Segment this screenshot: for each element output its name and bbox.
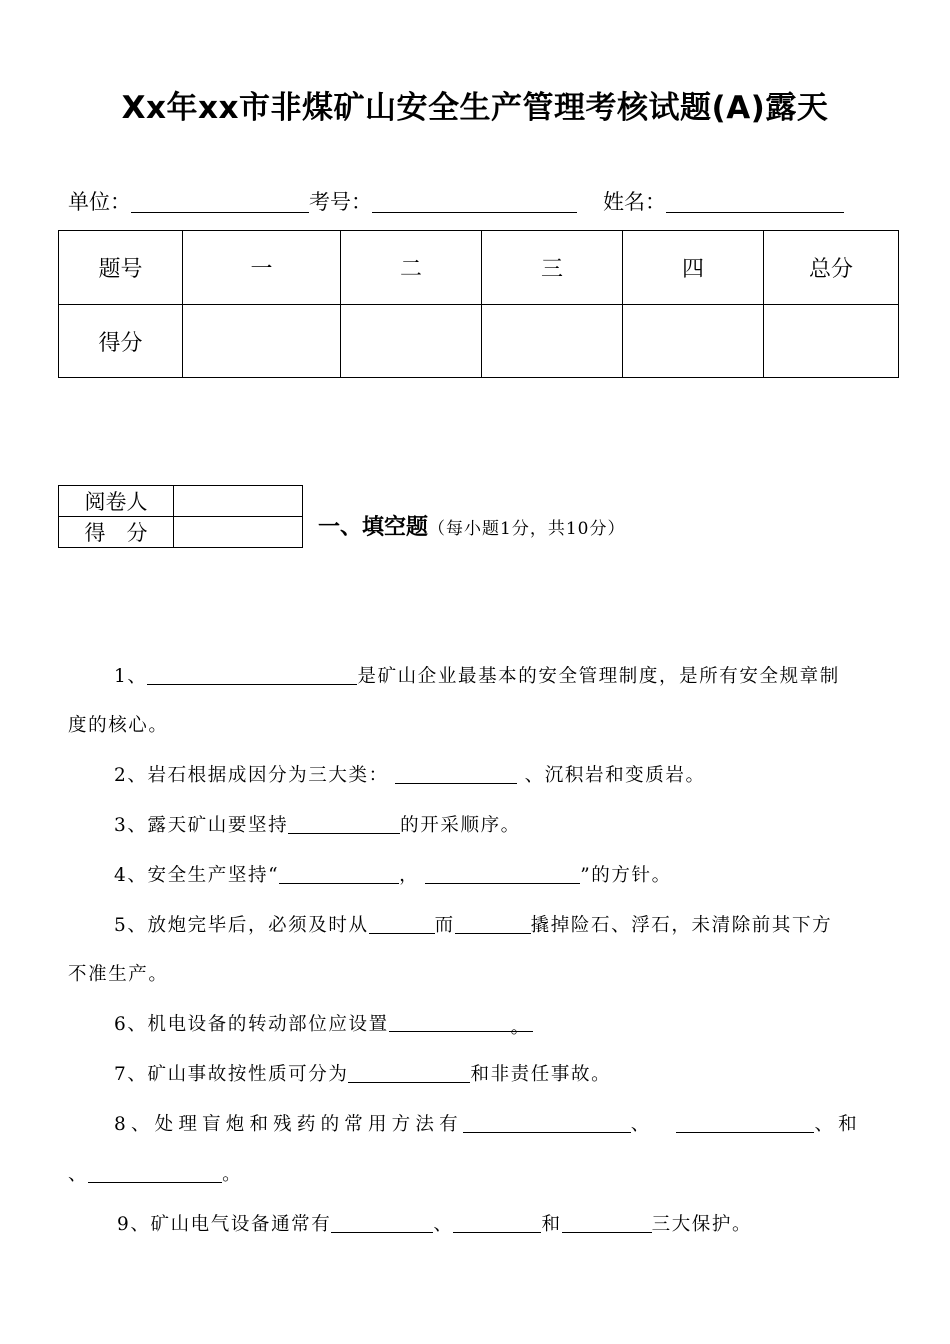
q9-blank-1[interactable] bbox=[331, 1214, 433, 1233]
q5-text: 5、放炮完毕后，必须及时从 bbox=[114, 915, 369, 936]
question-8-cont bbox=[68, 1160, 242, 1186]
question-3 bbox=[114, 811, 521, 837]
q8-text: 8、处理盲炮和残药的常用方法有 bbox=[114, 1114, 463, 1135]
score-header-row bbox=[59, 231, 899, 305]
q4-text-end: ”的方针。 bbox=[580, 865, 672, 886]
q4-blank-1[interactable] bbox=[279, 865, 399, 884]
score-table bbox=[58, 230, 899, 378]
exam-no-field[interactable] bbox=[372, 190, 577, 213]
q1-number: 1、 bbox=[114, 666, 148, 687]
header-cell-total: 总分 bbox=[764, 231, 899, 305]
q4-comma: ， bbox=[399, 865, 420, 886]
q8-period: 。 bbox=[222, 1164, 243, 1185]
q2-text-end: 、沉积岩和变质岩。 bbox=[524, 765, 706, 786]
q6-text: 6、机电设备的转动部位应设置 bbox=[114, 1014, 389, 1035]
q9-and: 和 bbox=[541, 1214, 562, 1235]
q7-blank[interactable] bbox=[348, 1064, 470, 1083]
q9-blank-2[interactable] bbox=[453, 1214, 541, 1233]
header-cell-4: 四 bbox=[623, 231, 764, 305]
section-score-field[interactable] bbox=[174, 517, 303, 548]
header-cell-1: 一 bbox=[183, 231, 341, 305]
q4-text: 4、安全生产坚持“ bbox=[114, 865, 280, 886]
score-cell-3[interactable] bbox=[482, 305, 623, 378]
q5-text-end: 撬掉险石、浮石，未清除前其下方 bbox=[530, 915, 833, 936]
q8-blank-2[interactable] bbox=[676, 1114, 814, 1133]
unit-label: 单位： bbox=[68, 190, 131, 214]
q8-sep-2: 、 bbox=[68, 1164, 89, 1185]
name-label: 姓名： bbox=[603, 190, 666, 214]
q9-text-end: 三大保护。 bbox=[651, 1214, 753, 1235]
q9-sep: 、 bbox=[433, 1214, 454, 1235]
question-5 bbox=[114, 911, 832, 937]
q7-text: 7、矿山事故按性质可分为 bbox=[114, 1064, 349, 1085]
q2-text: 2、岩石根据成因分为三大类： bbox=[114, 765, 389, 786]
question-1-cont: 度的核心。 bbox=[68, 715, 169, 736]
section-heading: 一、填空题 bbox=[318, 515, 429, 540]
score-cell-1[interactable] bbox=[183, 305, 341, 378]
q6-blank[interactable] bbox=[389, 1013, 533, 1038]
q3-text: 3、露天矿山要坚持 bbox=[114, 815, 289, 836]
q8-blank-3[interactable] bbox=[88, 1164, 222, 1183]
exam-no-label: 考号： bbox=[309, 190, 372, 214]
question-4 bbox=[114, 861, 672, 887]
header-cell-3: 三 bbox=[482, 231, 623, 305]
question-9 bbox=[117, 1210, 752, 1236]
score-row bbox=[59, 305, 899, 378]
score-cell-total[interactable] bbox=[764, 305, 899, 378]
question-8 bbox=[114, 1110, 862, 1136]
info-line bbox=[68, 186, 844, 216]
page-title: Xx年xx市非煤矿山安全生产管理考核试题(A)露天 bbox=[121, 90, 829, 126]
q8-sep-1: 、 bbox=[630, 1114, 655, 1135]
reviewer-field[interactable] bbox=[174, 486, 303, 517]
q1-blank[interactable] bbox=[147, 666, 357, 685]
q3-text-end: 的开采顺序。 bbox=[400, 815, 521, 836]
unit-field[interactable] bbox=[131, 190, 309, 213]
question-5-cont: 不准生产。 bbox=[68, 964, 169, 985]
section-score-label: 得 分 bbox=[59, 517, 174, 548]
question-7 bbox=[114, 1060, 611, 1086]
score-row-label: 得分 bbox=[59, 305, 183, 378]
question-6 bbox=[114, 1010, 533, 1036]
score-cell-4[interactable] bbox=[623, 305, 764, 378]
q5-and: 而 bbox=[434, 915, 455, 936]
reviewer-label: 阅卷人 bbox=[59, 486, 174, 517]
q4-blank-2[interactable] bbox=[425, 865, 580, 884]
q2-blank[interactable] bbox=[395, 765, 517, 784]
q6-period: 。 bbox=[510, 1017, 531, 1038]
question-2 bbox=[114, 761, 706, 787]
q5-blank-2[interactable] bbox=[455, 915, 531, 934]
score-cell-2[interactable] bbox=[341, 305, 482, 378]
q8-and: 、和 bbox=[814, 1114, 862, 1135]
name-field[interactable] bbox=[666, 190, 844, 213]
header-cell-2: 二 bbox=[341, 231, 482, 305]
q8-blank-1[interactable] bbox=[463, 1114, 631, 1133]
q9-blank-3[interactable] bbox=[562, 1214, 652, 1233]
section-title bbox=[318, 510, 625, 541]
q7-text-end: 和非责任事故。 bbox=[470, 1064, 612, 1085]
header-cell-number: 题号 bbox=[59, 231, 183, 305]
question-1 bbox=[114, 662, 840, 688]
q1-text: 是矿山企业最基本的安全管理制度，是所有安全规章制 bbox=[357, 666, 840, 687]
grader-box bbox=[58, 485, 303, 548]
q5-blank-1[interactable] bbox=[369, 915, 435, 934]
q9-text: 9、矿山电气设备通常有 bbox=[117, 1214, 332, 1235]
q3-blank[interactable] bbox=[288, 815, 400, 834]
section-note: （每小题1分，共10分） bbox=[428, 519, 626, 539]
